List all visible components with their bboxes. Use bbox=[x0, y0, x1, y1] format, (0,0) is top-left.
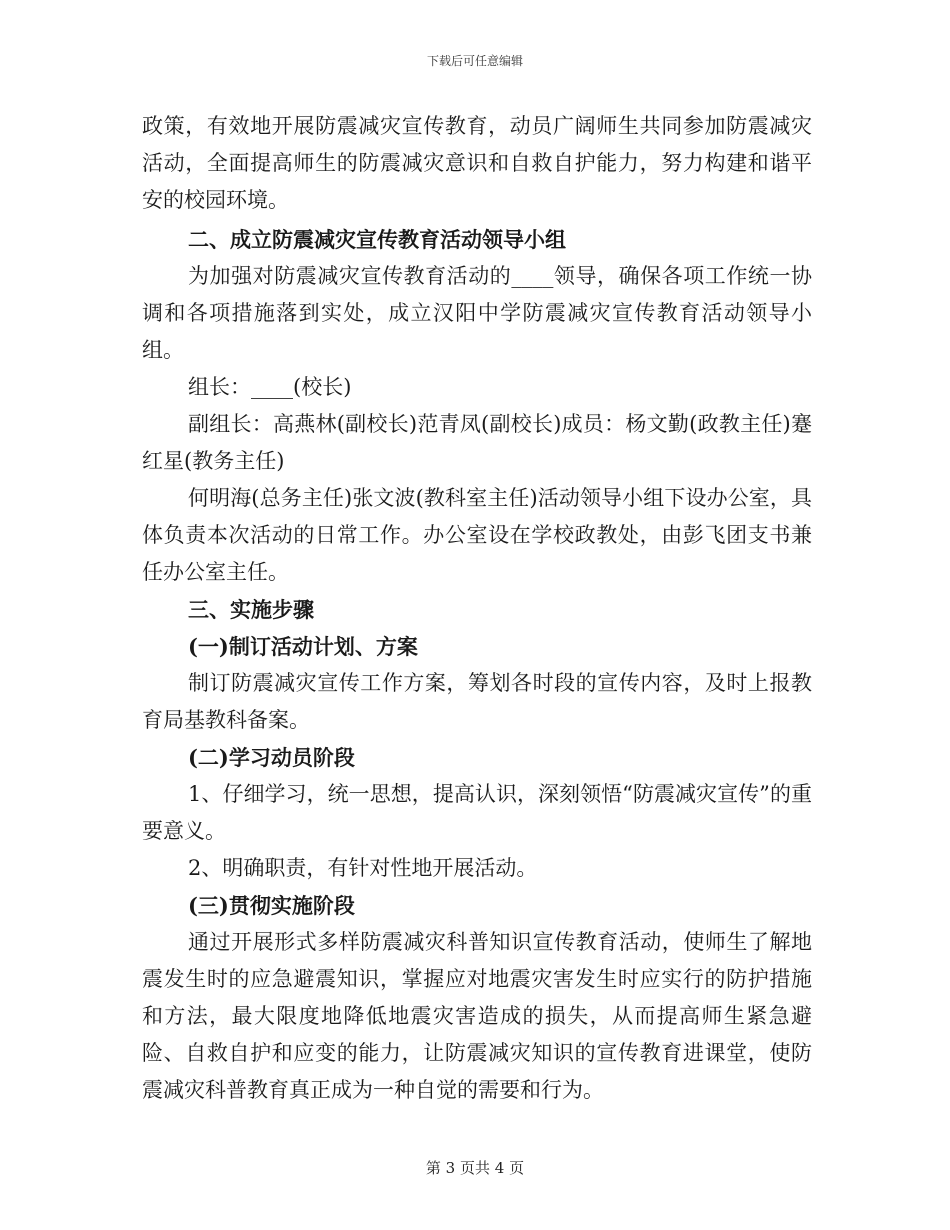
document-body bbox=[142, 108, 812, 1109]
paragraph-implement: 通过开展形式多样防震减灾科普知识宣传教育活动，使师生了解地震发生时的应急避震知识，掌握应对地震灾害发生时应实行的防护措施和方法，最大限度地降低地震灾害造成的损失，从而提高师生紧急避险、自救自护和应变的能力，让防震减灾知识的宣传教育进课堂，使防震减灾科普教育真正成为一种自觉的需要和行为。 bbox=[142, 930, 812, 1102]
list-item-2: 2、明确职责，有针对性地开展活动。 bbox=[188, 856, 538, 880]
section-heading-3: 三、实施步骤 bbox=[188, 597, 314, 622]
leader-line: 组长：____(校长) bbox=[188, 375, 352, 399]
page-number: 第 3 页共 4 页 bbox=[425, 1159, 525, 1177]
deputy-line: 副组长：高燕林(副校长)范青凤(副校长)成员：杨文勤(政教主任)蹇红星(教务主任) bbox=[142, 412, 812, 473]
subheading-3: (三)贯彻实施阶段 bbox=[188, 893, 355, 918]
subheading-2: (二)学习动员阶段 bbox=[188, 745, 355, 770]
subheading-1: (一)制订活动计划、方案 bbox=[188, 634, 418, 659]
paragraph-group: 为加强对防震减灾宣传教育活动的____领导，确保各项工作统一协调和各项措施落到实处，成立汉阳中学防震减灾宣传教育活动领导小组。 bbox=[142, 264, 812, 362]
paragraph-intro: 政策，有效地开展防震减灾宣传教育，动员广阔师生共同参加防震减灾活动，全面提高师生的防震减灾意识和自救自护能力，努力构建和谐平安的校园环境。 bbox=[142, 114, 812, 212]
section-heading-2: 二、成立防震减灾宣传教育活动领导小组 bbox=[188, 227, 566, 252]
page-header: 下载后可任意编辑 bbox=[426, 54, 523, 68]
list-item-1: 1、仔细学习，统一思想，提高认识，深刻领悟“防震减灾宣传”的重要意义。 bbox=[142, 782, 812, 843]
paragraph-plan: 制订防震减灾宣传工作方案，筹划各时段的宣传内容，及时上报教育局基教科备案。 bbox=[142, 671, 812, 732]
members-paragraph: 何明海(总务主任)张文波(教科室主任)活动领导小组下设办公室，具体负责本次活动的日常工作。办公室设在学校政教处，由彭飞团支书兼任办公室主任。 bbox=[142, 486, 812, 584]
